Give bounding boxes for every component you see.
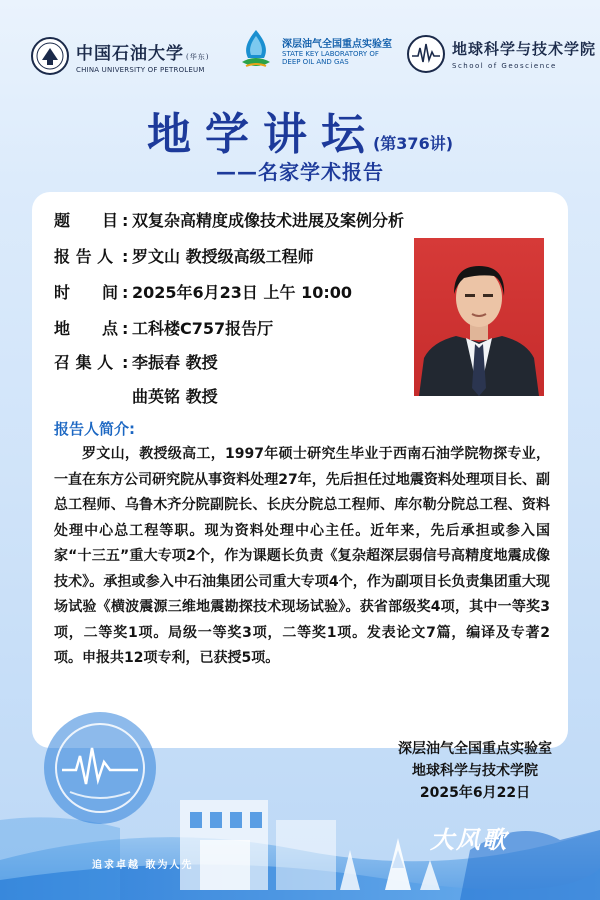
bio-section-title: 报告人简介: xyxy=(54,420,135,438)
lab-name-en-2: DEEP OIL AND GAS xyxy=(282,57,349,66)
geoscience-logo xyxy=(406,34,596,74)
host-label: 召 集 人 xyxy=(54,353,114,372)
speaker-photo xyxy=(414,238,544,396)
lab-name-cn: 深层油气全国重点实验室 xyxy=(282,38,392,50)
upc-emblem-icon xyxy=(30,36,70,76)
lab-name-en-1: STATE KEY LABORATORY OF xyxy=(282,49,379,58)
time-label: 时 间 xyxy=(54,283,119,302)
lecture-issue-number: (第376讲) xyxy=(372,134,454,153)
geoscience-emblem-icon xyxy=(406,34,446,74)
host-row-2 xyxy=(132,384,218,407)
upc-logo xyxy=(30,36,209,76)
header-logos xyxy=(0,28,600,88)
speaker-portrait-image xyxy=(414,238,544,396)
geoscience-name-cn: 地球科学与技术学院 xyxy=(452,40,597,58)
host-value-1: 李振春 教授 xyxy=(132,353,218,372)
topic-value: 双复杂高精度成像技术进展及案例分析 xyxy=(132,211,405,230)
calligraphy-text: 大风歌 xyxy=(430,825,508,854)
time-row: 时 间 : 2025年6月23日 上午 10:00 xyxy=(54,280,352,303)
place-value: 工科楼C757报告厅 xyxy=(132,319,274,338)
publish-date: 2025年6月22日 xyxy=(419,785,531,801)
poster-title-main: 地学讲坛 xyxy=(146,109,379,160)
time-value: 2025年6月23日 上午 10:00 xyxy=(132,283,353,302)
upc-name-cn: 中国石油大学 (华东) xyxy=(76,43,210,64)
lab-logo xyxy=(236,28,392,72)
host-value-2: 曲英铭 教授 xyxy=(132,387,218,406)
speaker-label: 报 告 人 xyxy=(54,247,114,266)
speaker-row: 报 告 人 : 罗文山 教授级高级工程师 xyxy=(54,244,314,267)
speaker-value: 罗文山 教授级高级工程师 xyxy=(132,247,314,266)
organizer-signature xyxy=(360,738,590,804)
place-row: 地 点 : 工科楼C757报告厅 xyxy=(54,316,273,339)
poster-title xyxy=(0,98,600,162)
geoscience-name-en: School of Geoscience xyxy=(452,62,557,70)
place-label: 地 点 xyxy=(54,319,119,338)
topic-label: 题 目 xyxy=(54,211,119,230)
organizer-lab: 深层油气全国重点实验室 xyxy=(398,741,552,757)
poster-subtitle: ——名家学术报告 xyxy=(216,160,384,184)
footer-slogan: 追求卓越 敢为人先 xyxy=(92,860,194,871)
upc-name-en: CHINA UNIVERSITY OF PETROLEUM xyxy=(76,65,205,74)
topic-row: 题 目 : 双复杂高精度成像技术进展及案例分析 xyxy=(54,208,404,231)
bio-text: 罗文山，教授级高工，1997年硕士研究生毕业于西南石油学院物探专业，一直在东方公司研究院从事资料处理27年，先后担任过地震资料处理项目长、副总工程师、乌鲁木齐分院副院长、长庆分院总工程师、库尔勒分院总工程、资料处理中心总工程等职。现为资料处理中心主任。近年来，先后承担或参入国家“十三五”重大专项2个，作为课题长负责《复杂超深层弱信号高精度地震成像技术》。承担或参入中石油集团公司重大专项4个，作为副项目长负责集团重大现场试验《横波震源三维地震勘探技术现场试验》。获省部级奖4项，其中一等奖3项，二等奖1项。局级一等奖3项，二等奖1项。发表论文7篇，编译及专著2项。申报共12项专利，已获授5项。 xyxy=(54,446,550,666)
lab-emblem-icon xyxy=(236,28,276,72)
info-card xyxy=(32,192,568,748)
host-row: 召 集 人 : 李振春 教授 xyxy=(54,350,218,373)
school-badge-icon xyxy=(40,708,160,828)
organizer-school: 地球科学与技术学院 xyxy=(412,763,538,779)
